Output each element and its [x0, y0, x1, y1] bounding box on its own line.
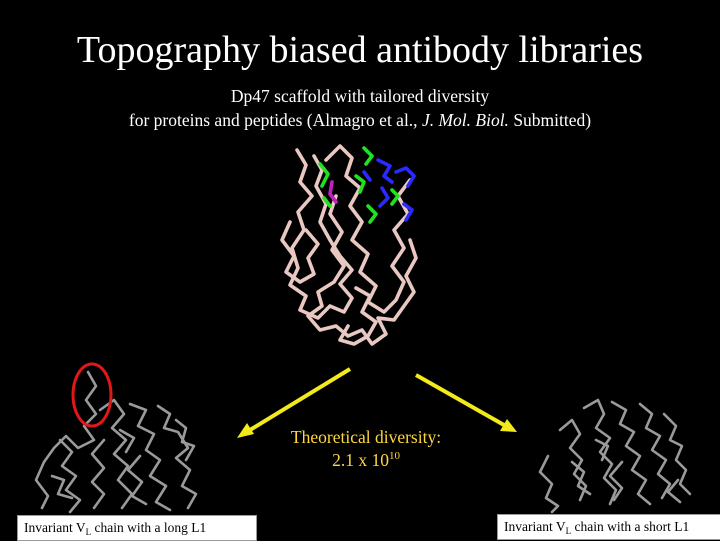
diversity-label: Theoretical diversity: [290, 427, 442, 447]
subtitle-prefix: for proteins and peptides (Almagro et al., [128, 110, 422, 130]
green-residue [392, 190, 398, 204]
diversity-base: 2.1 x 10 [332, 450, 389, 470]
blue-residue [378, 160, 392, 182]
caption-right-subscript: L [565, 526, 572, 536]
diversity-value [256, 449, 476, 472]
caption-long-l1 [17, 515, 257, 541]
journal-name: J. Mol. Biol. [421, 110, 509, 130]
right-arrow [416, 375, 517, 432]
right-protein-structure [540, 400, 690, 512]
green-residue [364, 148, 372, 164]
left-protein-structure [36, 364, 196, 512]
caption-short-l1 [497, 514, 720, 540]
green-residue [368, 206, 376, 222]
theoretical-diversity [256, 426, 476, 472]
magenta-residue [330, 182, 336, 202]
center-protein-structure [282, 146, 416, 344]
protein-backbone-icon [36, 372, 196, 512]
caption-left-suffix: chain with a long L1 [91, 520, 207, 535]
subtitle-line-1: Dp47 scaffold with tailored diversity [230, 86, 490, 106]
blue-residue [380, 188, 388, 206]
subtitle-suffix: Submitted) [508, 110, 592, 130]
protein-backbone-icon [540, 400, 690, 512]
protein-backbone-icon [282, 146, 416, 344]
slide-title: Topography biased antibody libraries [76, 29, 644, 71]
residue-highlights [320, 148, 414, 222]
caption-left-prefix: Invariant V [24, 520, 86, 535]
caption-right-suffix: chain with a short L1 [571, 519, 690, 534]
blue-residue [364, 172, 370, 180]
blue-residue [396, 168, 414, 186]
diversity-exponent: 10 [388, 450, 400, 462]
caption-left-subscript: L [85, 527, 92, 537]
caption-right-prefix: Invariant V [504, 519, 566, 534]
